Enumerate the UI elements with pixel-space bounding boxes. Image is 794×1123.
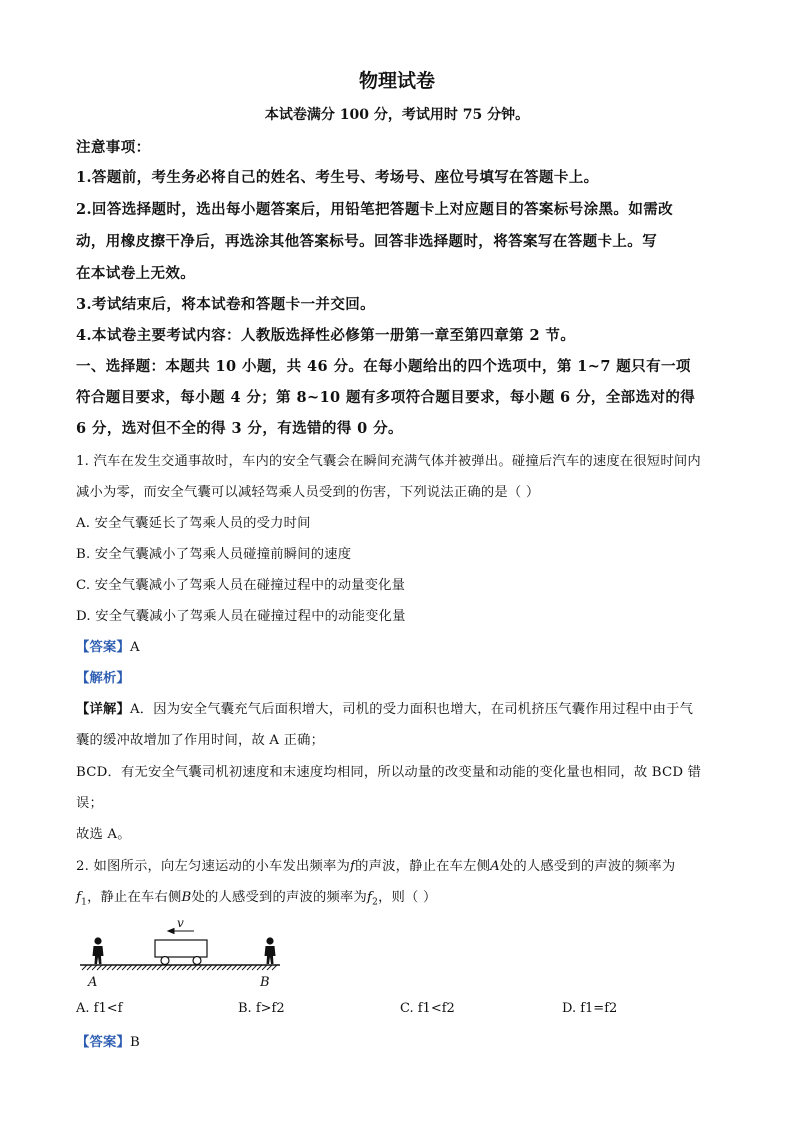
q1-detail-line-1 xyxy=(76,698,693,717)
q2-stem-text: 的声波，静止在车左侧 xyxy=(355,859,491,874)
q1-answer-value: A xyxy=(130,640,140,655)
notice-heading: 注意事项： xyxy=(76,139,151,156)
person-b-icon xyxy=(265,937,276,964)
q2-stem-line-2 xyxy=(76,886,436,908)
section-1-line-3: 6 分，选对但不全的得 3 分，有选错的得 0 分。 xyxy=(76,420,403,437)
q2-option-c: C. f1<f2 xyxy=(400,1001,455,1016)
var-f1: f xyxy=(76,890,82,905)
var-f2: f xyxy=(367,890,373,905)
q2-stem-text: ，静止在车右侧 xyxy=(87,890,182,905)
subscript: 1 xyxy=(81,897,88,908)
q1-analysis-tag xyxy=(76,667,130,686)
q2-figure xyxy=(76,912,296,992)
notice-item-3: 3.考试结束后，将本试卷和答题卡一并交回。 xyxy=(76,296,376,313)
var-b: B xyxy=(181,890,192,905)
point-b-label: B xyxy=(260,975,270,990)
q2-stem-line-1 xyxy=(76,855,675,874)
q2-option-b: B. f>f2 xyxy=(238,1001,285,1016)
q1-option-c: C. 安全气囊减小了驾乘人员在碰撞过程中的动量变化量 xyxy=(76,578,406,593)
q1-detail-line-4: 误； xyxy=(76,796,103,811)
answer-tag: 【答案】 xyxy=(76,640,130,655)
notice-item-2-line-3: 在本试卷上无效。 xyxy=(76,265,196,282)
velocity-label: v xyxy=(177,916,184,930)
q1-answer xyxy=(76,636,140,655)
q1-detail-line-2: 囊的缓冲故增加了作用时间，故 A 正确； xyxy=(76,733,325,748)
section-1-line-2: 符合题目要求，每小题 4 分；第 8~10 题有多项符合题目要求，每小题 6 分，全部选对的得 xyxy=(76,389,696,406)
notice-item-1: 1.答题前，考生务必将自己的姓名、考生号、考场号、座位号填写在答题卡上。 xyxy=(76,169,599,186)
q1-stem-line-1: 1. 汽车在发生交通事故时，车内的安全气囊会在瞬间充满气体并被弹出。碰撞后汽车的速度在很短时间内 xyxy=(76,454,701,469)
q1-detail-line-3: BCD．有无安全气囊司机初速度和末速度均相同，所以动量的改变量和动能的变化量也相同，故 BCD 错 xyxy=(76,765,702,780)
q2-option-a: A. f1<f xyxy=(76,1001,123,1016)
q1-stem-line-2: 减小为零，而安全气囊可以减轻驾乘人员受到的伤害，下列说法正确的是（ ） xyxy=(76,485,540,500)
q1-option-a: A. 安全气囊延长了驾乘人员的受力时间 xyxy=(76,516,311,531)
q2-stem-text: 处的人感受到的声波的频率为 xyxy=(191,890,367,905)
exam-subtitle: 本试卷满分 100 分，考试用时 75 分钟。 xyxy=(264,107,530,123)
q1-option-d: D. 安全气囊减小了驾乘人员在碰撞过程中的动能变化量 xyxy=(76,609,406,624)
subscript: 2 xyxy=(372,897,379,908)
q2-answer-value: B xyxy=(130,1035,140,1050)
q2-stem-text: ，则（ ） xyxy=(378,890,437,905)
notice-item-2-line-2: 动，用橡皮擦干净后，再选涂其他答案标号。回答非选择题时，将答案写在答题卡上。写 xyxy=(76,233,658,250)
analysis-tag: 【解析】 xyxy=(76,671,130,686)
q1-option-b: B. 安全气囊减小了驾乘人员碰撞前瞬间的速度 xyxy=(76,547,352,562)
cart-icon xyxy=(155,940,207,965)
detail-tag: 【详解】 xyxy=(76,702,130,717)
page-title: 物理试卷 xyxy=(358,70,435,92)
q2-option-d: D. f1=f2 xyxy=(562,1001,618,1016)
q2-stem-text: 2. 如图所示，向左匀速运动的小车发出频率为 xyxy=(76,859,350,874)
var-f: f xyxy=(349,859,356,874)
q2-stem-text: 处的人感受到的声波的频率为 xyxy=(499,859,676,874)
notice-item-4: 4.本试卷主要考试内容：人教版选择性必修第一册第一章至第四章第 2 节。 xyxy=(76,327,576,344)
person-a-icon xyxy=(93,937,104,964)
var-a: A xyxy=(490,859,500,874)
section-1-line-1: 一、选择题：本题共 10 小题，共 46 分。在每小题给出的四个选项中，第 1~7 题只有一项 xyxy=(76,358,691,375)
q2-answer xyxy=(76,1031,140,1050)
answer-tag: 【答案】 xyxy=(76,1035,130,1050)
notice-item-2-line-1: 2.回答选择题时，选出每小题答案后，用铅笔把答题卡上对应题目的答案标号涂黑。如需改 xyxy=(76,201,674,218)
q1-detail-text-1: A．因为安全气囊充气后面积增大，司机的受力面积也增大，在司机挤压气囊作用过程中由于气 xyxy=(130,702,694,717)
q1-detail-line-5: 故选 A。 xyxy=(76,827,131,842)
point-a-label: A xyxy=(88,975,98,990)
